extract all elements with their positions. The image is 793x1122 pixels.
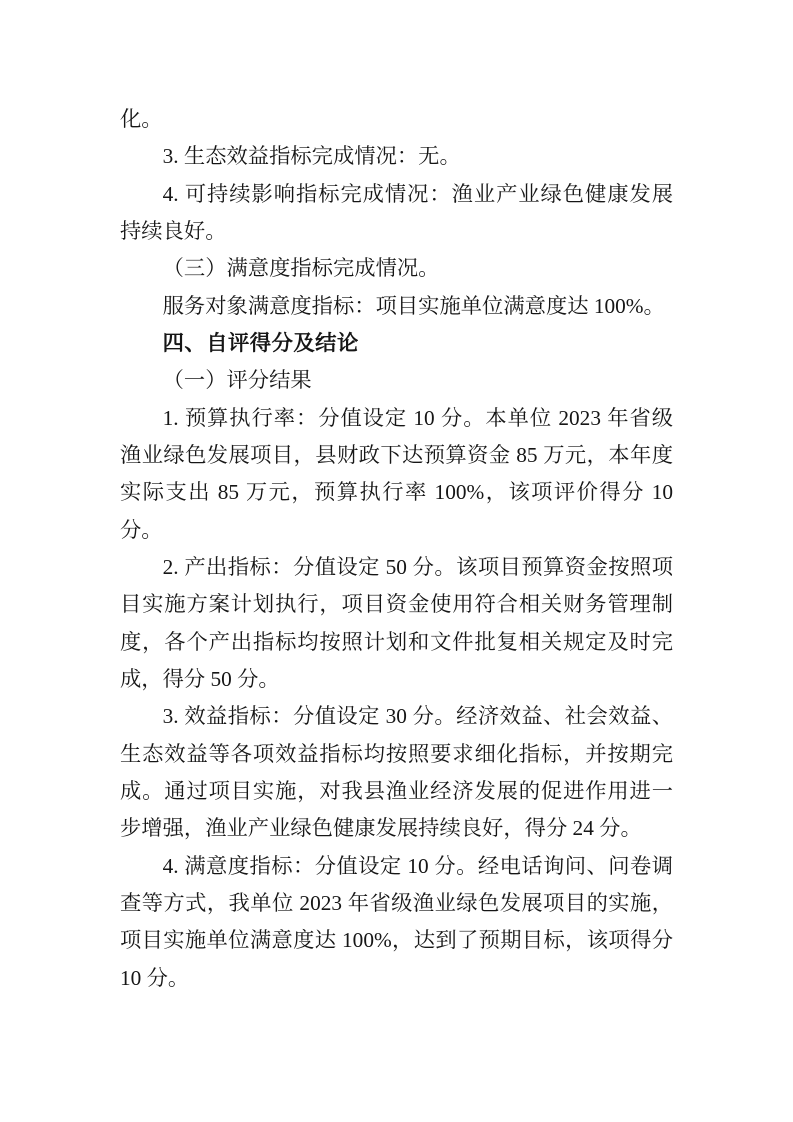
paragraph [120,549,673,698]
text-line: 服务对象满意度指标：项目实施单位满意度达 100%。 [162,293,665,318]
text-line: 度，各个产出指标均按照计划和文件批复相关规定及时完 [120,629,673,654]
text-line: 项目实施单位满意度达 100%，达到了预期目标，该项得分 [120,928,673,953]
text-line: 查等方式，我单位 2023 年省级渔业绿色发展项目的实施， [120,890,673,915]
text-line: 实际支出 85 万元，预算执行率 100%，该项评价得分 10 [120,480,673,505]
text-line: 持续良好。 [120,218,227,243]
paragraph [120,698,673,847]
text-line: 1. 预算执行率：分值设定 10 分。本单位 2023 年省级 [162,405,673,430]
text-line: 10 分。 [120,965,190,990]
text-line: （一）评分结果 [162,368,312,393]
paragraph [120,848,673,997]
text-line: 渔业绿色发展项目，县财政下达预算资金 85 万元，本年度 [120,442,673,467]
text-line: 4. 满意度指标：分值设定 10 分。经电话询问、问卷调 [162,853,673,878]
paragraph [120,362,673,399]
paragraph [120,138,673,175]
text-line: 3. 效益指标：分值设定 30 分。经济效益、社会效益、 [162,704,673,729]
text-line: 步增强，渔业产业绿色健康发展持续良好，得分 24 分。 [120,816,642,841]
text-line: 3. 生态效益指标完成情况：无。 [162,144,461,169]
text-line: 目实施方案计划执行，项目资金使用符合相关财务管理制 [120,592,673,617]
paragraph [120,250,673,287]
paragraph [120,400,673,549]
paragraph [120,101,673,138]
text-line: 生态效益等各项效益指标均按照要求细化指标，并按期完 [120,741,673,766]
text-line: 2. 产出指标：分值设定 50 分。该项目预算资金按照项 [162,554,673,579]
document-body [120,101,673,997]
text-line: 4. 可持续影响指标完成情况：渔业产业绿色健康发展 [162,181,673,206]
paragraph [120,176,673,251]
section-heading [120,325,673,362]
text-line: 分。 [120,517,163,542]
text-line: 化。 [120,107,163,131]
text-line: 成，得分 50 分。 [120,666,280,691]
text-line: 成。通过项目实施，对我县渔业经济发展的促进作用进一 [120,778,673,803]
text-line: （三）满意度指标完成情况。 [162,256,440,281]
paragraph [120,288,673,325]
text-line: 四、自评得分及结论 [162,330,359,355]
